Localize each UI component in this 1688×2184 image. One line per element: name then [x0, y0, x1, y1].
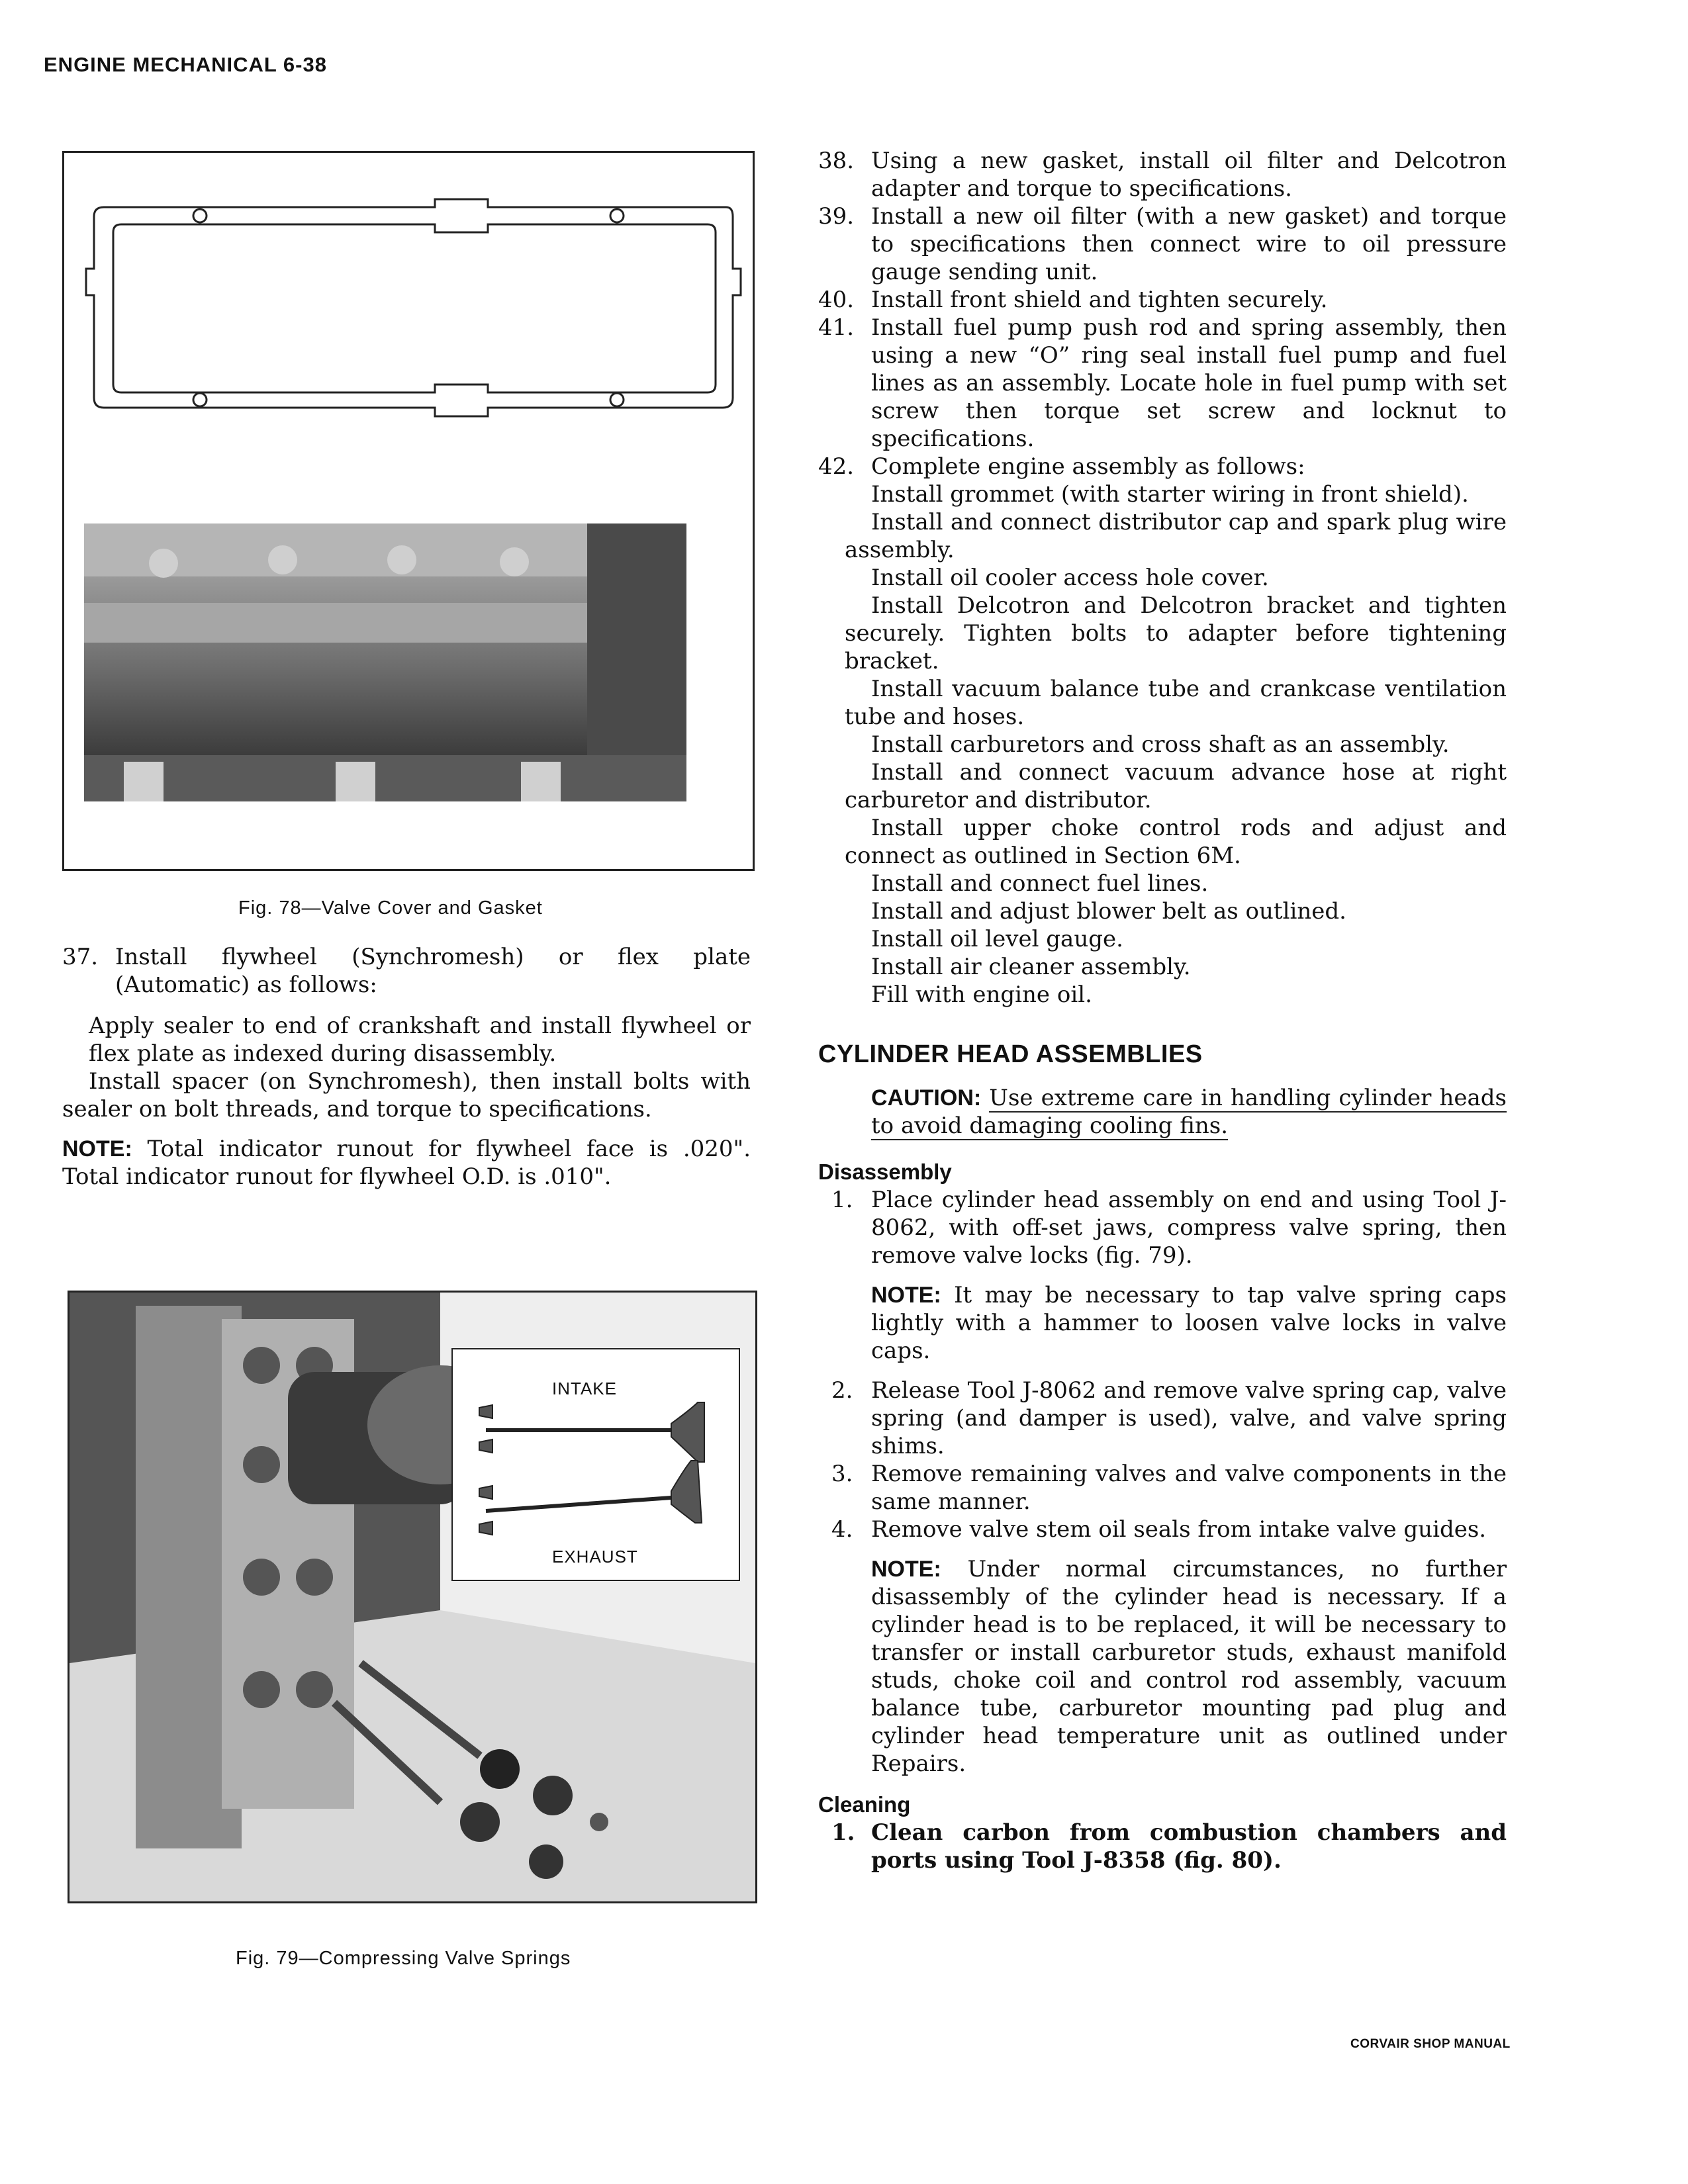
left-column-text — [62, 943, 751, 1191]
step-number: 42. — [818, 453, 855, 480]
right-column-text — [818, 147, 1507, 1874]
substep: Install grommet (with starter wiring in front shield). — [871, 481, 1469, 508]
caution — [818, 1084, 1507, 1140]
step-42 — [818, 453, 1507, 480]
exhaust-label: EXHAUST — [552, 1547, 638, 1567]
note-label: NOTE: — [871, 1283, 941, 1308]
gasket-drawing — [64, 153, 753, 484]
substep: Fill with engine oil. — [871, 981, 1092, 1008]
step-number: 1. — [831, 1187, 853, 1213]
substep: Install oil level gauge. — [871, 926, 1123, 952]
valve-inset — [451, 1348, 740, 1581]
caution-label: CAUTION: — [871, 1085, 982, 1111]
step-38 — [818, 147, 1507, 203]
fig78-caption: Fig. 78—Valve Cover and Gasket — [238, 897, 543, 919]
step-40 — [818, 286, 1507, 314]
step-37 — [62, 943, 751, 999]
note — [818, 1281, 1507, 1365]
caution-text: Use extreme care in handling cylinder heads to avoid damaging cooling fins. — [871, 1085, 1507, 1139]
disassembly-title: Disassembly — [818, 1160, 952, 1184]
note-label: NOTE: — [871, 1557, 941, 1582]
step-text: Place cylinder head assembly on end and using Tool J-8062, with off-set jaws, compress valve spring, then remove valve locks (fig. 79). — [871, 1187, 1507, 1269]
page-header: ENGINE MECHANICAL 6-38 — [44, 53, 327, 76]
page-footer: CORVAIR SHOP MANUAL — [1350, 2037, 1511, 2051]
clean-step-1 — [818, 1819, 1507, 1874]
step-number: 37. — [62, 944, 99, 970]
note-text: Total indicator runout for flywheel face is .020". Total indicator runout for flywheel O.D. is .010". — [62, 1136, 751, 1190]
figure-79 — [68, 1291, 757, 1903]
section-title: CYLINDER HEAD ASSEMBLIES — [818, 1040, 1203, 1068]
dis-step-3 — [818, 1460, 1507, 1516]
step-number: 1. — [831, 1819, 855, 1846]
step-text: Install flywheel (Synchromesh) or flex plate (Automatic) as follows: — [115, 944, 751, 998]
step-number: 39. — [818, 203, 855, 230]
figure-78 — [62, 151, 755, 871]
note-label: NOTE: — [62, 1136, 132, 1161]
step-text: Install fuel pump push rod and spring assembly, then using a new “O” ring seal install fuel pump and fuel lines as an assembly. Locate hole in fuel pump with set screw then torque set screw and locknut to specifications. — [871, 314, 1507, 452]
substep: Install and connect distributor cap and spark plug wire assembly. — [845, 509, 1507, 563]
step-39 — [818, 203, 1507, 286]
step-42-substeps — [818, 480, 1507, 1009]
note-text: It may be necessary to tap valve spring caps lightly with a hammer to loosen valve locks in valve caps. — [871, 1282, 1507, 1364]
substep: Install and connect fuel lines. — [871, 870, 1209, 897]
step-text: Clean carbon from combustion chambers and ports using Tool J-8358 (fig. 80). — [871, 1819, 1507, 1874]
step-number: 4. — [831, 1516, 853, 1543]
valve-cover-photo — [84, 523, 686, 801]
step-number: 3. — [831, 1461, 853, 1487]
substep: Install upper choke control rods and adjust and connect as outlined in Section 6M. — [845, 815, 1507, 869]
paragraph: Apply sealer to end of crankshaft and install flywheel or flex plate as indexed during disassembly. — [89, 1013, 751, 1067]
intake-label: INTAKE — [552, 1379, 617, 1398]
substep: Install carburetors and cross shaft as an assembly. — [871, 731, 1450, 758]
note — [818, 1555, 1507, 1778]
step-text: Remove remaining valves and valve components in the same manner. — [871, 1461, 1507, 1515]
step-number: 40. — [818, 287, 855, 313]
substep: Install air cleaner assembly. — [871, 954, 1191, 980]
step-text: Complete engine assembly as follows: — [871, 453, 1305, 480]
step-text: Release Tool J-8062 and remove valve spring cap, valve spring (and damper is used), valve, and valve spring shims. — [871, 1377, 1507, 1459]
substep: Install and connect vacuum advance hose at right carburetor and distributor. — [845, 759, 1507, 813]
cleaning-title: Cleaning — [818, 1792, 911, 1817]
step-text: Using a new gasket, install oil filter and Delcotron adapter and torque to specifications. — [871, 148, 1507, 202]
substep: Install Delcotron and Delcotron bracket and tighten securely. Tighten bolts to adapter before tightening bracket. — [845, 592, 1507, 674]
substep: Install vacuum balance tube and crankcase ventilation tube and hoses. — [845, 676, 1507, 730]
fig79-caption: Fig. 79—Compressing Valve Springs — [236, 1948, 571, 1969]
step-text: Remove valve stem oil seals from intake valve guides. — [871, 1516, 1487, 1543]
dis-step-2 — [818, 1377, 1507, 1460]
note — [62, 1135, 751, 1191]
step-41 — [818, 314, 1507, 453]
step-number: 2. — [831, 1377, 853, 1404]
dis-step-1 — [818, 1186, 1507, 1269]
step-number: 41. — [818, 314, 855, 341]
paragraph: Install spacer (on Synchromesh), then install bolts with sealer on bolt threads, and torque to specifications. — [62, 1068, 751, 1122]
step-number: 38. — [818, 148, 855, 174]
step-text: Install a new oil filter (with a new gasket) and torque to specifications then connect wire to oil pressure gauge sending unit. — [871, 203, 1507, 285]
substep: Install and adjust blower belt as outlined. — [871, 898, 1346, 925]
note-text: Under normal circumstances, no further disassembly of the cylinder head is necessary. If a cylinder head is to be replaced, it will be necessary to transfer or install carburetor studs, exhaust manifold studs, choke coil and control rod assembly, vacuum balance tube, carburetor mounting pad plug and cylinder head temperature unit as outlined under Repairs. — [871, 1556, 1507, 1777]
step-text: Install front shield and tighten securely. — [871, 287, 1328, 313]
dis-step-4 — [818, 1516, 1507, 1543]
substep: Install oil cooler access hole cover. — [871, 565, 1269, 591]
